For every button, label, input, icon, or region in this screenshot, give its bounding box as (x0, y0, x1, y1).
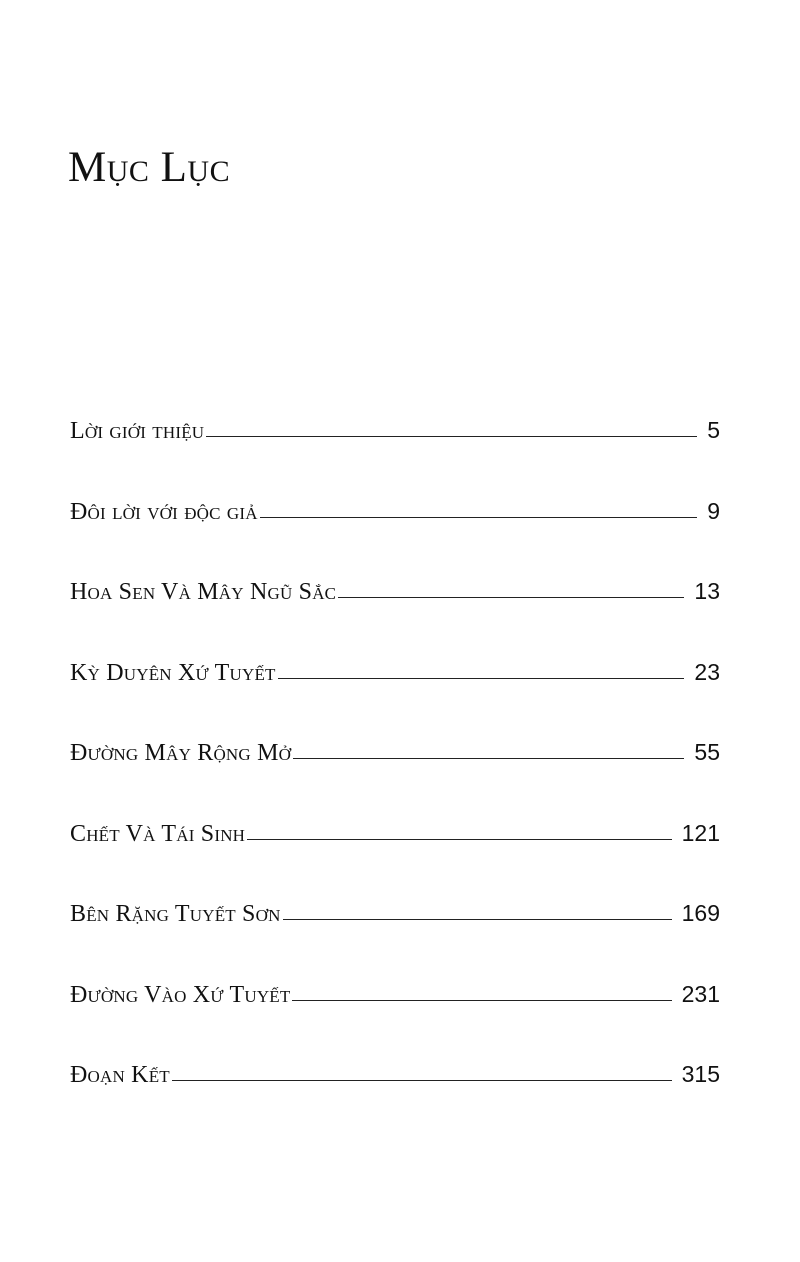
toc-entry-label: Bên Rặng Tuyết Sơn (70, 901, 281, 927)
toc-entry-page: 5 (707, 417, 720, 443)
table-of-contents (70, 410, 720, 1135)
toc-leader-line (283, 919, 672, 920)
toc-entry-page: 121 (681, 819, 720, 846)
toc-entry-label: Chết Và Tái Sinh (70, 820, 246, 847)
toc-entry (70, 652, 720, 733)
toc-leader-line (292, 1000, 671, 1001)
toc-leader-line (293, 758, 684, 759)
toc-entry-page: 231 (681, 980, 720, 1007)
toc-leader-line (172, 1080, 672, 1081)
toc-entry-page: 9 (707, 497, 720, 524)
toc-entry-label: Đường Mây Rộng Mở (70, 740, 292, 766)
toc-entry (70, 491, 720, 572)
toc-entry (70, 974, 720, 1055)
toc-entry (70, 732, 720, 813)
page-title: Mục Lục (68, 144, 231, 191)
toc-entry (70, 813, 720, 894)
toc-entry-page: 13 (694, 578, 720, 604)
toc-leader-line (338, 597, 684, 598)
toc-entry (70, 893, 720, 974)
toc-entry-label: Lời giới thiệu (70, 418, 205, 444)
toc-entry-page: 55 (694, 739, 720, 765)
toc-leader-line (247, 839, 671, 840)
toc-entry (70, 571, 720, 652)
toc-entry-label: Kỳ Duyên Xứ Tuyết (70, 659, 276, 686)
toc-leader-line (260, 517, 697, 518)
toc-leader-line (206, 436, 697, 437)
toc-entry-label: Đôi lời với độc giả (70, 498, 258, 525)
toc-entry-label: Đường Vào Xứ Tuyết (70, 981, 291, 1008)
toc-entry (70, 1054, 720, 1135)
toc-entry-page: 169 (681, 900, 720, 926)
toc-entry-page: 315 (681, 1061, 720, 1087)
toc-entry (70, 410, 720, 491)
toc-entry-page: 23 (694, 658, 720, 685)
toc-entry-label: Đoạn Kết (70, 1062, 170, 1088)
toc-leader-line (278, 678, 685, 679)
toc-entry-label: Hoa Sen Và Mây Ngũ Sắc (70, 579, 337, 605)
